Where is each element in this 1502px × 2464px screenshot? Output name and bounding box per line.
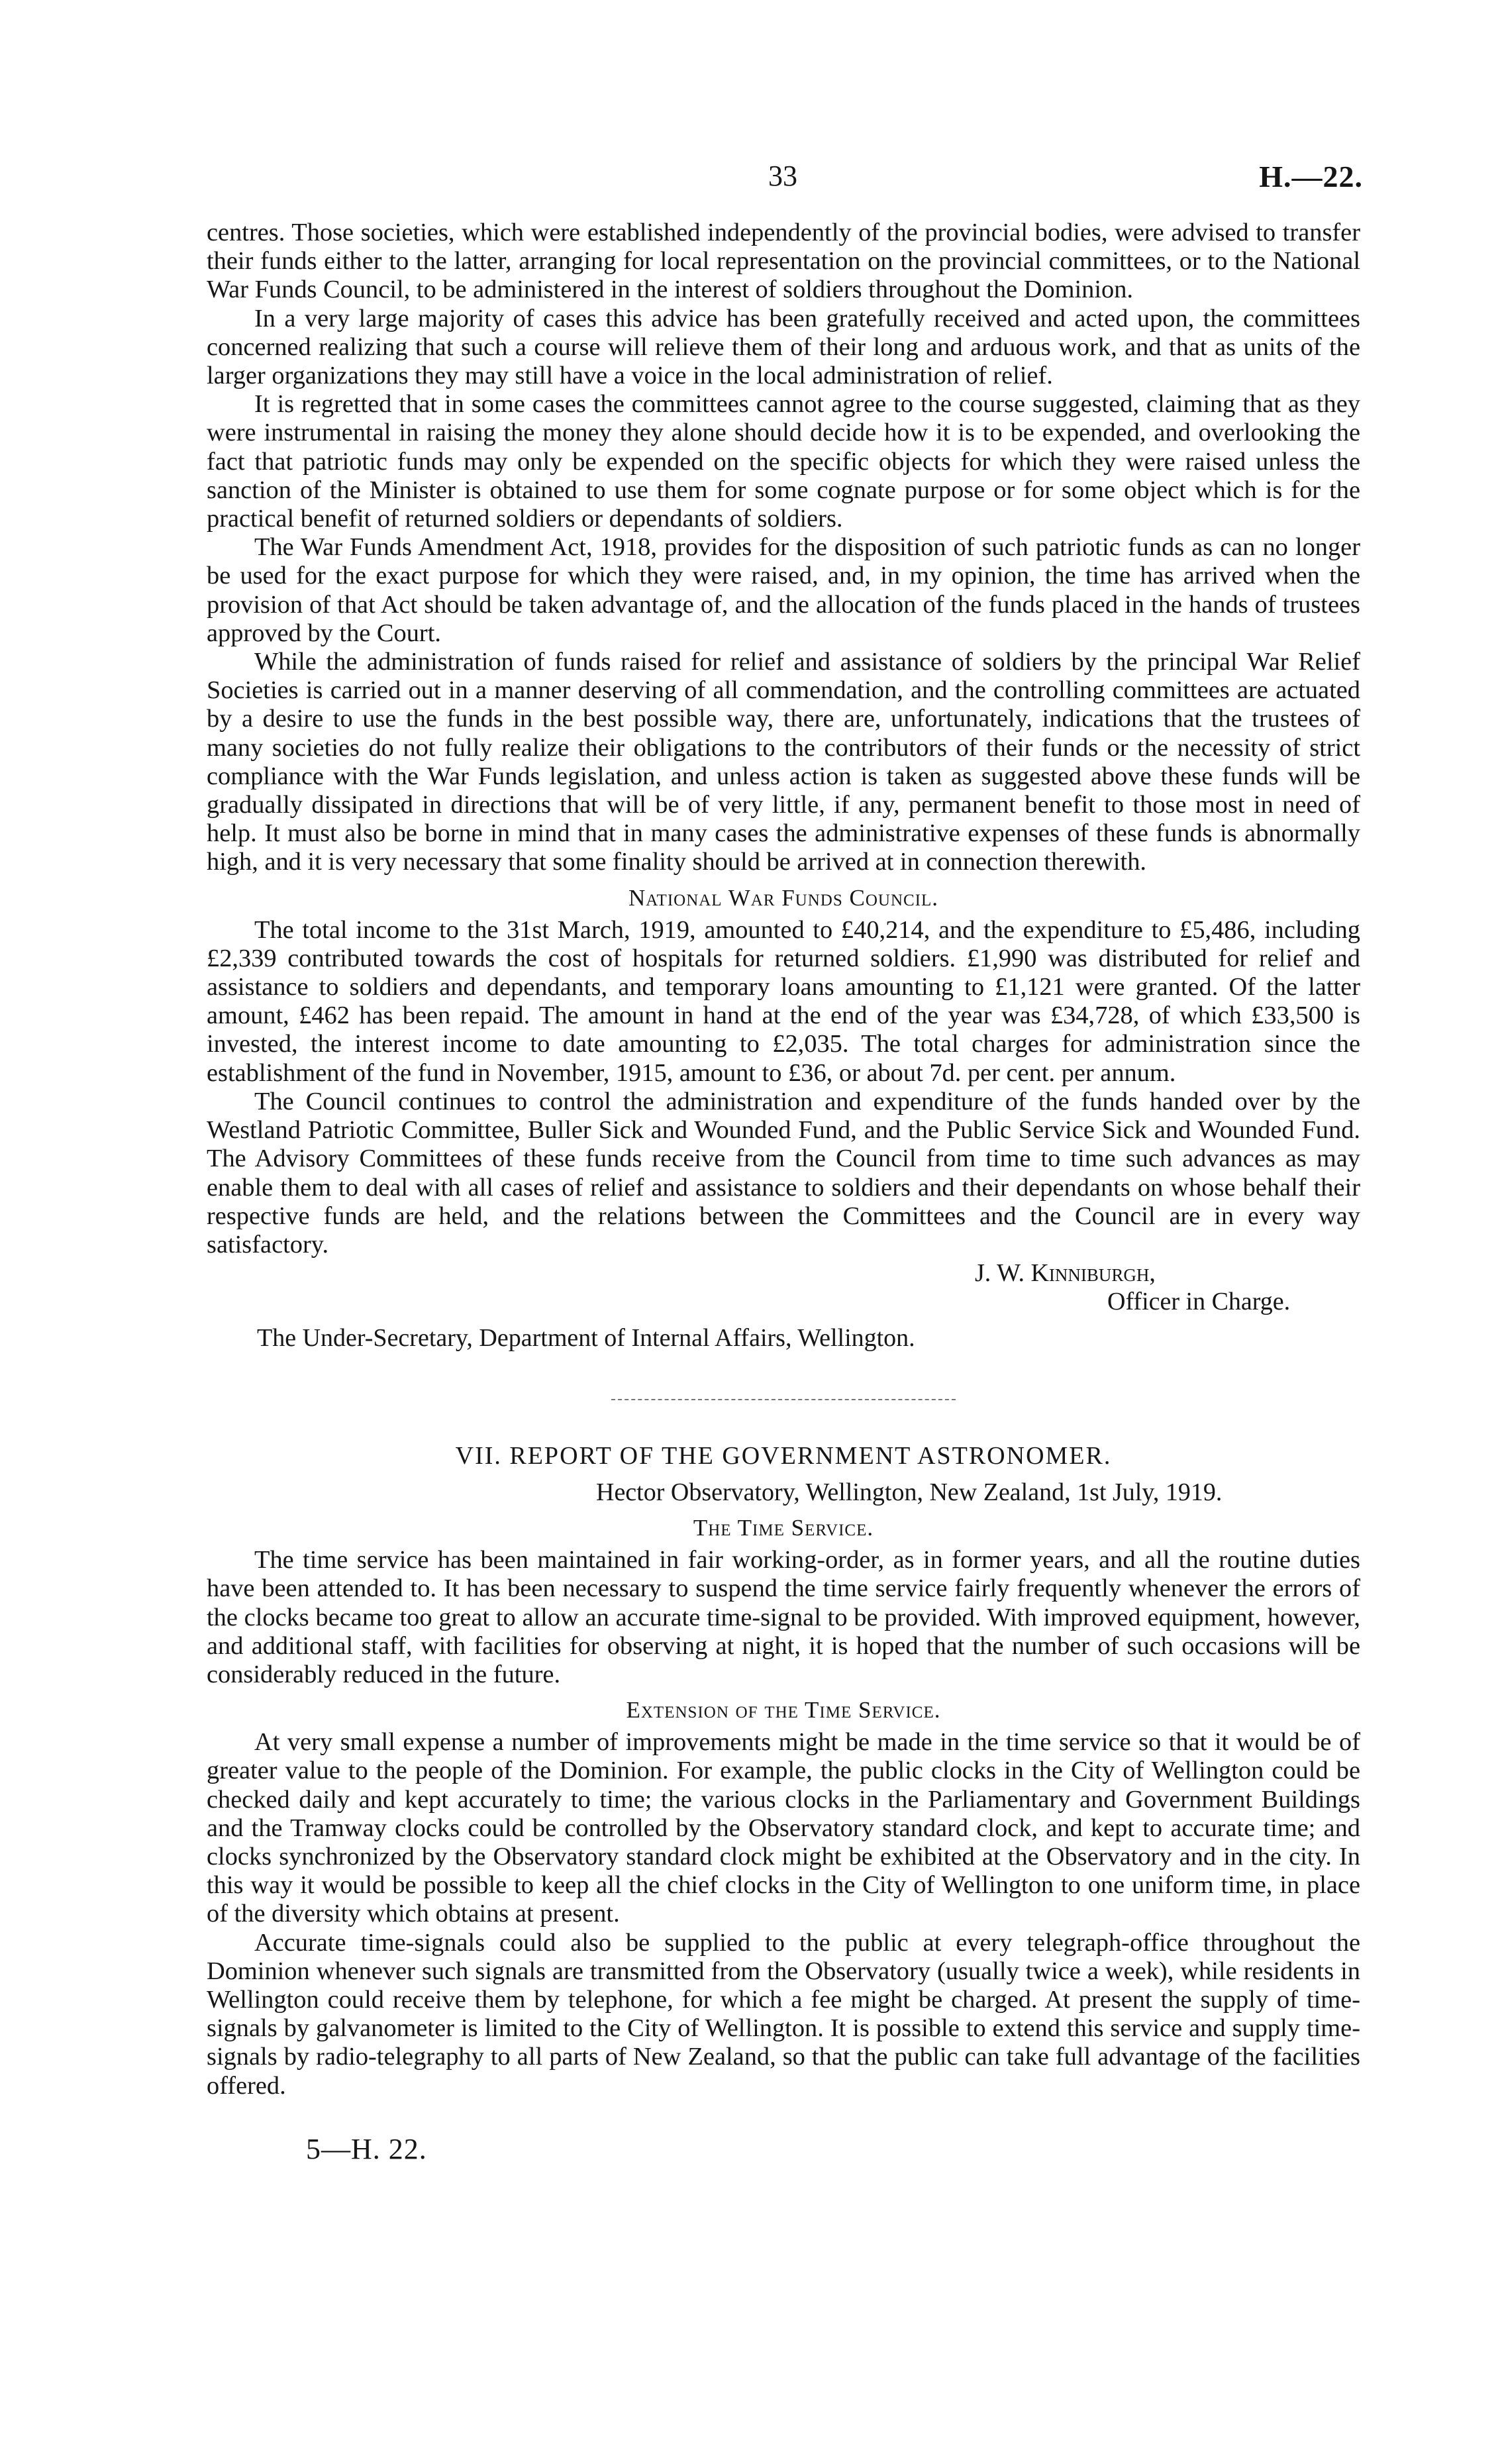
signature-block — [207, 1259, 1360, 1316]
section-heading-time-service: The Time Service. — [693, 1515, 874, 1541]
paragraph: The War Funds Amendment Act, 1918, provides for the disposition of such patriotic funds as can no longer be used for the exact purpose for which they were raised, and, in my opinion, the time has arrived when the provision of that Act should be taken advantage of, and the allocation of the funds placed in the hands of trustees approved by the Court. — [207, 533, 1360, 647]
paragraph: The time service has been maintained in fair working-order, as in former years, and all the routine duties have been attended to. It has been necessary to suspend the time service fairly frequently whenever the errors of the clocks became too great to allow an accurate time-signal to be provided. With improved equipment, however, and additional staff, with facilities for observing at night, it is hoped that the number of such occasions will be considerably reduced in the future. — [207, 1546, 1360, 1688]
report-place-date: Hector Observatory, Wellington, New Zealand, 1st July, 1919. — [596, 1478, 1223, 1507]
section-heading-national-war-funds: National War Funds Council. — [628, 884, 939, 911]
page-header — [0, 159, 1502, 199]
paragraph: It is regretted that in some cases the committees cannot agree to the course suggested, claiming that as they were instrumental in raising the money they alone should decide how it is to be expended, and overlooking the fact that patriotic funds may only be expended on the specific objects for which they were raised unless the sanction of the Minister is obtained to use them for some cognate purpose or for some object which is for the practical benefit of returned soldiers or dependants of soldiers. — [207, 390, 1360, 533]
signatory-name: J. W. Kinniburgh, — [975, 1259, 1156, 1288]
paragraph: While the administration of funds raised for relief and assistance of soldiers by the principal War Relief Societies is carried out in a manner deserving of all commendation, and the controlling committees are actuated by a desire to use the funds in the best possible way, there are, unfortunately, indications that the trustees of many societies do not fully realize their obligations to the contributors of their funds or the necessity of strict compliance with the War Funds legislation, and unless action is taken as suggested above these funds will be gradually dissipated in directions that will be of very little, if any, permanent benefit to those most in need of help. It must also be borne in mind that in many cases the administrative expenses of these funds is abnormally high, and it is very necessary that some finality should be arrived at in connection therewith. — [207, 648, 1360, 876]
addressee: The Under-Secretary, Department of Internal Affairs, Wellington. — [257, 1324, 915, 1353]
document-reference: H.—22. — [1259, 160, 1363, 193]
signatory-title: Officer in Charge. — [1107, 1288, 1291, 1316]
paragraph: centres. Those societies, which were established independently of the provincial bodies, were advised to transfer their funds either to the latter, arranging for local representation on the provincial committees, or to the National War Funds Council, to be administered in the interest of soldiers throughout the Dominion. — [207, 219, 1360, 304]
section-divider — [611, 1399, 956, 1400]
paragraph: Accurate time-signals could also be supplied to the public at every telegraph-office throughout the Dominion whenever such signals are transmitted from the Observatory (usually twice a week), while residents in Wellington could receive them by telephone, for which a fee might be charged. At present the supply of time-signals by galvanometer is limited to the City of Wellington. It is possible to extend this service and supply time-signals by radio-telegraphy to all parts of New Zealand, so that the public can take full advantage of the facilities offered. — [207, 1928, 1360, 2100]
paragraph: The total income to the 31st March, 1919, amounted to £40,214, and the expenditure to £5,486, including £2,339 contributed towards the cost of hospitals for returned soldiers. £1,990 was distributed for relief and assistance to soldiers and dependants, and temporary loans amounting to £1,121 were granted. Of the latter amount, £462 has been repaid. The amount in hand at the end of the year was £34,728, of which £33,500 is invested, the interest income to date amounting to £2,035. The total charges for administration since the establishment of the fund in November, 1915, amount to £36, or about 7d. per cent. per annum. — [207, 915, 1360, 1087]
sheet-reference: 5—H. 22. — [306, 2132, 427, 2165]
paragraph: In a very large majority of cases this advice has been gratefully received and acted upon, the committees concerned realizing that such a course will relieve them of their long and arduous work, and that as units of the larger organizations they may still have a voice in the local administration of relief. — [207, 304, 1360, 390]
page-number: 33 — [768, 160, 797, 192]
report-heading: VII. REPORT OF THE GOVERNMENT ASTRONOMER. — [455, 1442, 1112, 1470]
paragraph: The Council continues to control the administration and expenditure of the funds handed over by the Westland Patriotic Committee, Buller Sick and Wounded Fund, and the Public Service Sick and Wounded Fund. The Advisory Committees of these funds receive from the Council from time to time such advances as may enable them to deal with all cases of relief and assistance to soldiers and their dependants on whose behalf their respective funds are held, and the relations between the Committees and the Council are in every way satisfactory. — [207, 1087, 1360, 1258]
page-body — [207, 219, 1360, 2166]
section-heading-extension: Extension of the Time Service. — [626, 1697, 941, 1723]
paragraph: At very small expense a number of improvements might be made in the time service so that it would be of greater value to the people of the Dominion. For example, the public clocks in the City of Wellington could be checked daily and kept accurately to time; the various clocks in the Parliamentary and Government Buildings and the Tramway clocks could be controlled by the Observatory standard clock, and kept to accurate time; and clocks synchronized by the Observatory standard clock might be exhibited at the Observatory and in the city. In this way it would be possible to keep all the chief clocks in the City of Wellington to one uniform time, in place of the diversity which obtains at present. — [207, 1728, 1360, 1928]
